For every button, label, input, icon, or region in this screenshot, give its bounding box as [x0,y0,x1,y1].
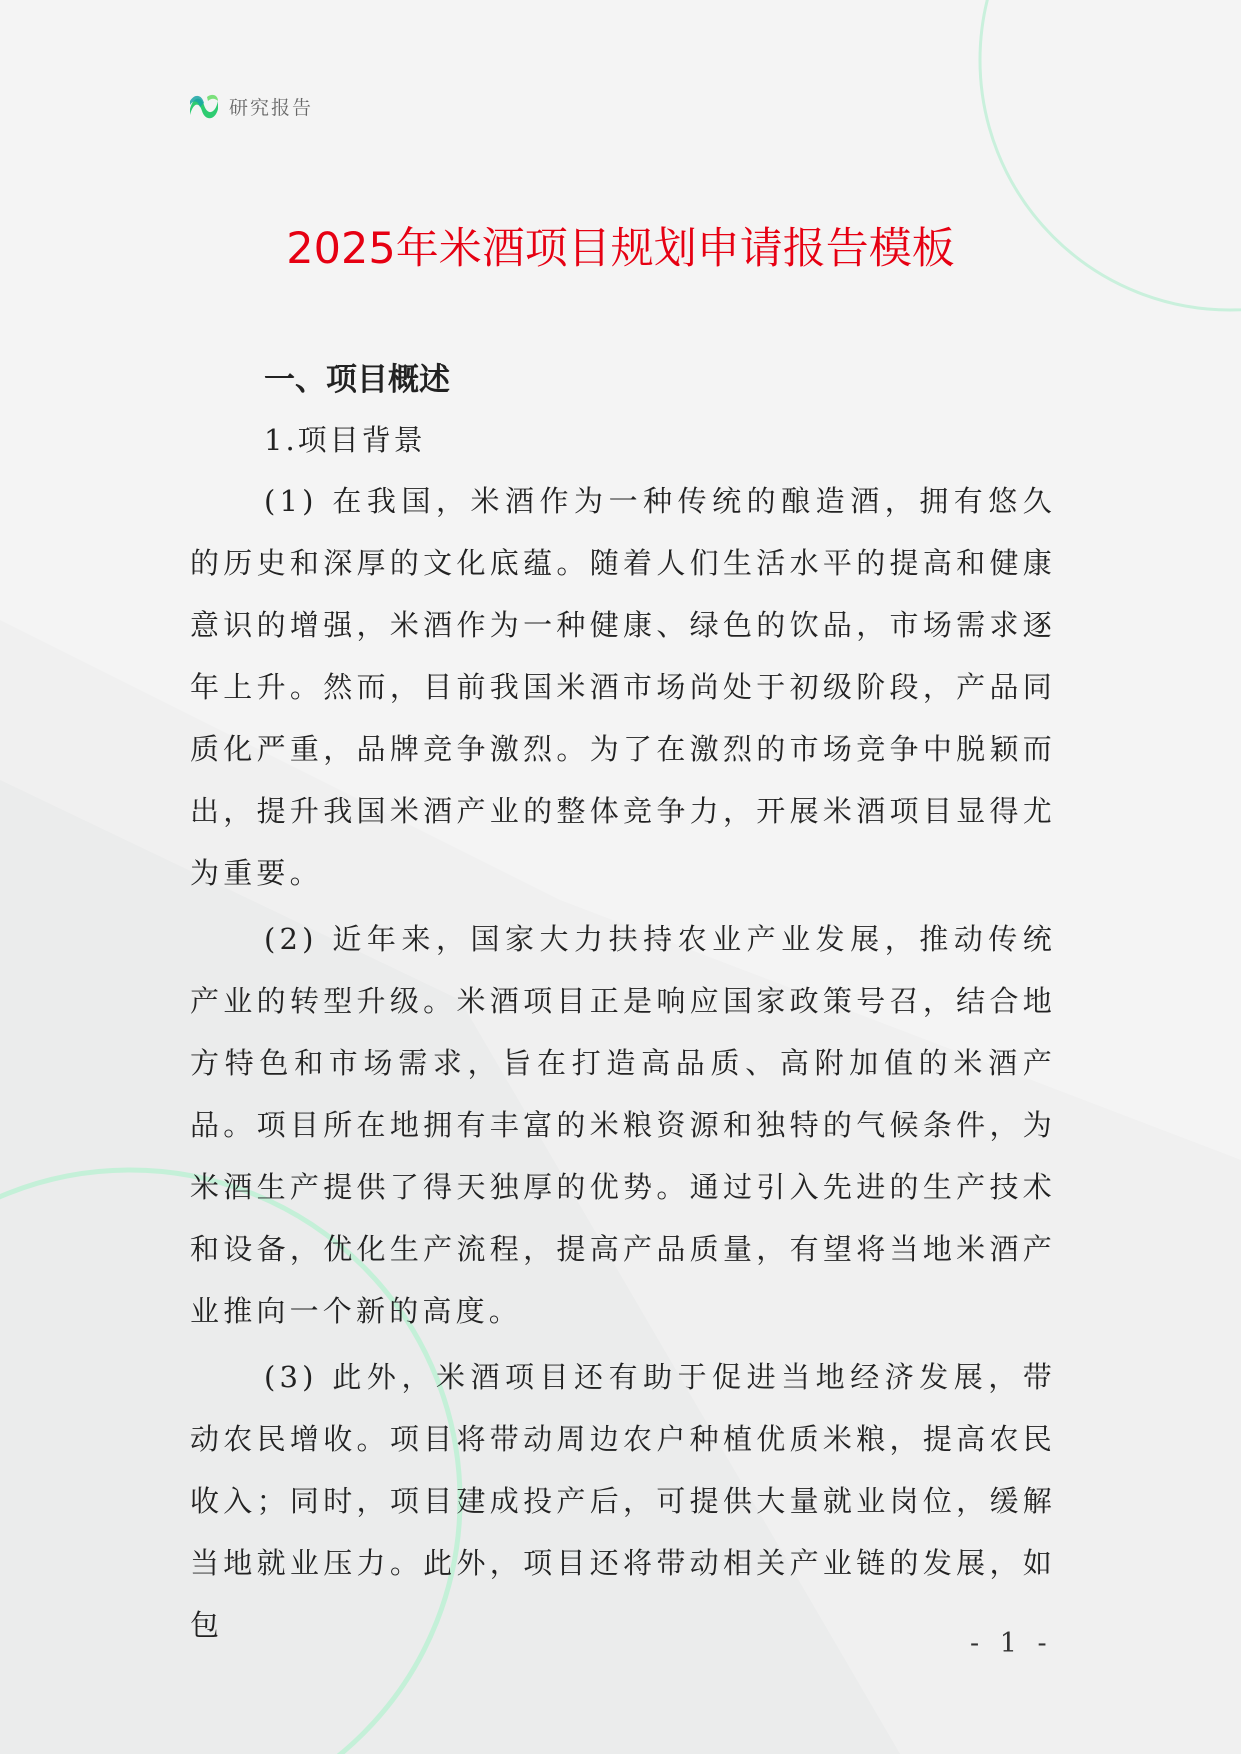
page-header [187,88,313,124]
subsection-heading: 1.项目背景 [264,423,426,457]
paragraph-2: (2) 近年来，国家大力扶持农业产业发展，推动传统产业的转型升级。米酒项目正是响应国家政策号召，结合地方特色和市场需求，旨在打造高品质、高附加值的米酒产品。项目所在地拥有丰富的米粮资源和独特的气候条件，为米酒生产提供了得天独厚的优势。通过引入先进的生产技术和设备，优化生产流程，提高产品质量，有望将当地米酒产业推向一个新的高度。 [190,922,1056,1328]
header-label: 研究报告 [229,96,314,119]
document-title: 2025年米酒项目规划申请报告模板 [286,224,955,274]
section-heading: 一、项目概述 [264,362,450,398]
paragraph-3: (3) 此外，米酒项目还有助于促进当地经济发展，带动农民增收。项目将带动周边农户种植优质米粮，提高农民收入；同时，项目建成投产后，可提供大量就业岗位，缓解当地就业压力。此外，项目还将带动相关产业链的发展，如包 [190,1360,1056,1642]
document-body [190,354,1056,1656]
leaf-logo-icon [187,89,221,123]
page-number: - 1 - [970,1628,1053,1659]
paragraph-1: (1) 在我国，米酒作为一种传统的酿造酒，拥有悠久的历史和深厚的文化底蕴。随着人们生活水平的提高和健康意识的增强，米酒作为一种健康、绿色的饮品，市场需求逐年上升。然而，目前我国米酒市场尚处于初级阶段，产品同质化严重，品牌竞争激烈。为了在激烈的市场竞争中脱颖而出，提升我国米酒产业的整体竞争力，开展米酒项目显得尤为重要。 [190,484,1056,890]
